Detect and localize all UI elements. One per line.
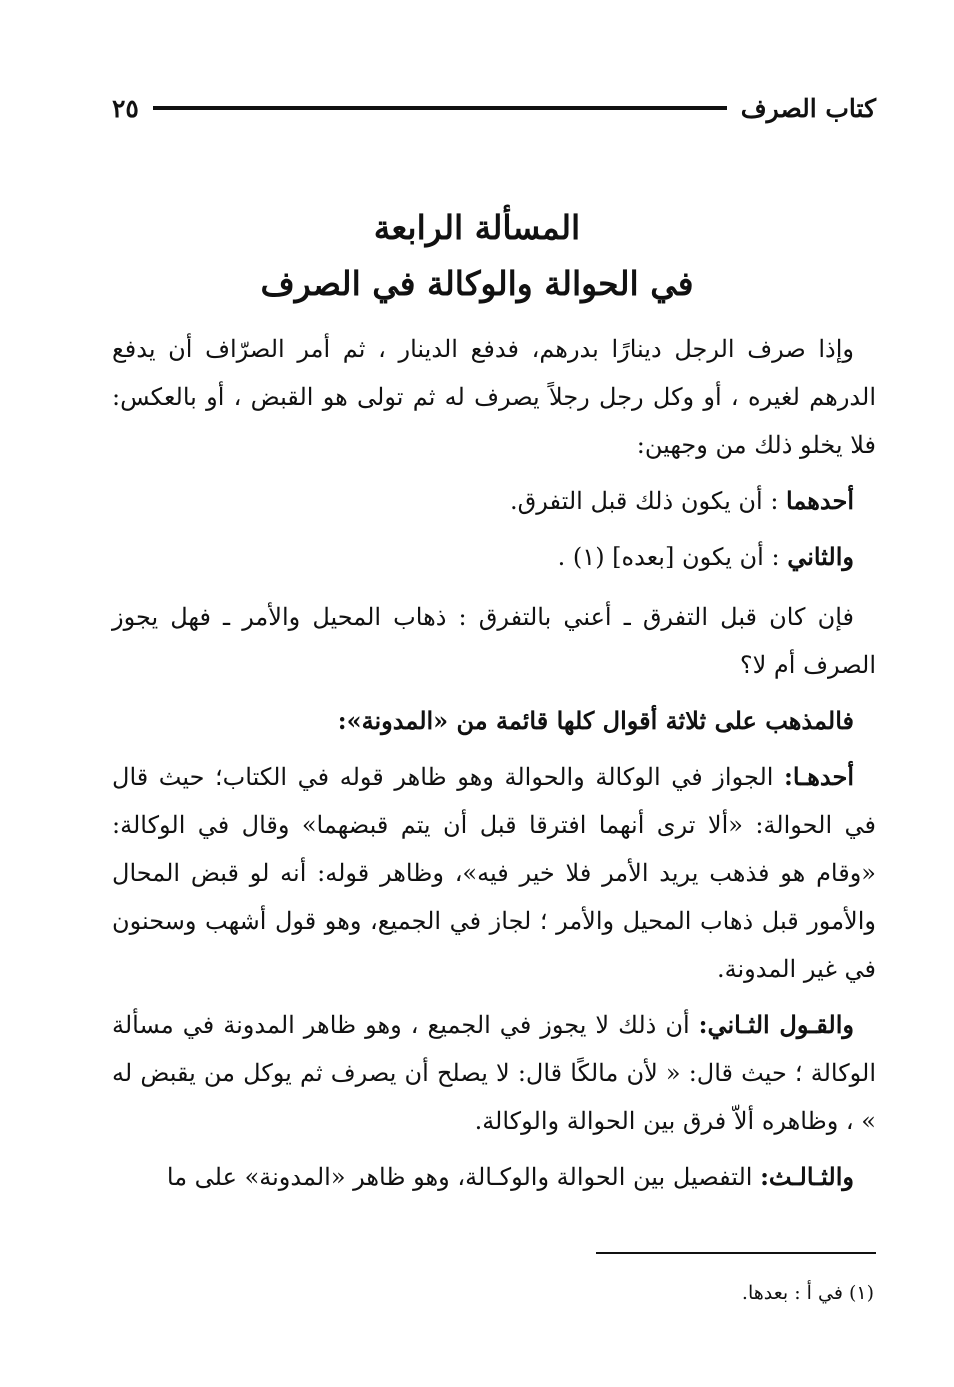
paragraph-text: وإذا صرف الرجل دينارًا بدرهم، فدفع الدينار ، ثم أمر الصرّاف أن يدفع الدرهم لغيره ، أو وكل رجل رجلاً يصرف له ثم تولى هو القبض ، أو بالعكس: فلا يخلو ذلك من وجهين: xyxy=(112,335,876,459)
paragraph-text: الجواز في الوكالة والحوالة وهو ظاهر قوله في الكتاب؛ حيث قال في الحوالة: «ألا ترى أنهما افترقا قبل أن يتم قبضهما» وقال في الوكالة: «وقام هو فذهب يريد الأمر فلا خير فيه»، وظاهر قوله: أنه لو قبض المحال والأمور قبل ذهاب المحيل والأمر ؛ لجاز في الجميع، وهو قول أشهب وسحنون في غير المدونة. xyxy=(112,763,876,983)
paragraph xyxy=(112,593,876,689)
paragraph-lead: والثاني xyxy=(787,542,854,571)
section-subtitle: في الحوالة والوكالة في الصرف xyxy=(260,264,694,303)
page-number: ٢٥ xyxy=(112,93,139,123)
section-title: المسألة الرابعة xyxy=(373,208,581,247)
paragraph-text: : أن يكون ذلك قبل التفرق. xyxy=(509,487,787,515)
paragraph-lead: فالمذهب على ثلاثة أقوال كلها قائمة من «المدونة»: xyxy=(337,706,854,735)
paragraph xyxy=(112,1001,876,1145)
paragraph xyxy=(112,533,876,581)
paragraph-text: أن ذلك لا يجوز في الجميع ، وهو ظاهر المدونة في مسألة الوكالة ؛ حيث قال: « لأن مالكًا قال: لا يصلح أن يصرف ثم يوكل من يقبض له » ، وظاهره ألاّ فرق بين الحوالة والوكالة. xyxy=(112,1011,876,1135)
paragraph xyxy=(112,1153,876,1201)
paragraph xyxy=(112,697,876,745)
body-text xyxy=(112,325,876,1209)
footnote: (١) في أ : بعدها. xyxy=(741,1282,874,1304)
paragraph xyxy=(112,753,876,993)
section-heading xyxy=(0,200,954,312)
running-title: كتاب الصرف xyxy=(740,93,876,123)
paragraph-lead: والثـالـث: xyxy=(760,1162,854,1191)
footnote-rule xyxy=(596,1252,876,1254)
paragraph xyxy=(112,325,876,469)
paragraph-text: : أن يكون [بعده] (١) . xyxy=(557,543,788,571)
paragraph xyxy=(112,477,876,525)
paragraph-lead: أحدهما xyxy=(786,486,854,515)
paragraph-lead: والقـول الثـاني: xyxy=(698,1010,854,1039)
paragraph-text: التفصيل بين الحوالة والوكـالة، وهو ظاهر «المدونة» على ما xyxy=(166,1163,761,1191)
running-header xyxy=(112,88,876,128)
paragraph-text: فإن كان قبل التفرق ـ أعني بالتفرق : ذهاب المحيل والأمر ـ فهل يجوز الصرف أم لا؟ xyxy=(112,603,876,679)
paragraph-lead: أحدهـا: xyxy=(784,762,854,791)
header-rule xyxy=(153,106,727,110)
